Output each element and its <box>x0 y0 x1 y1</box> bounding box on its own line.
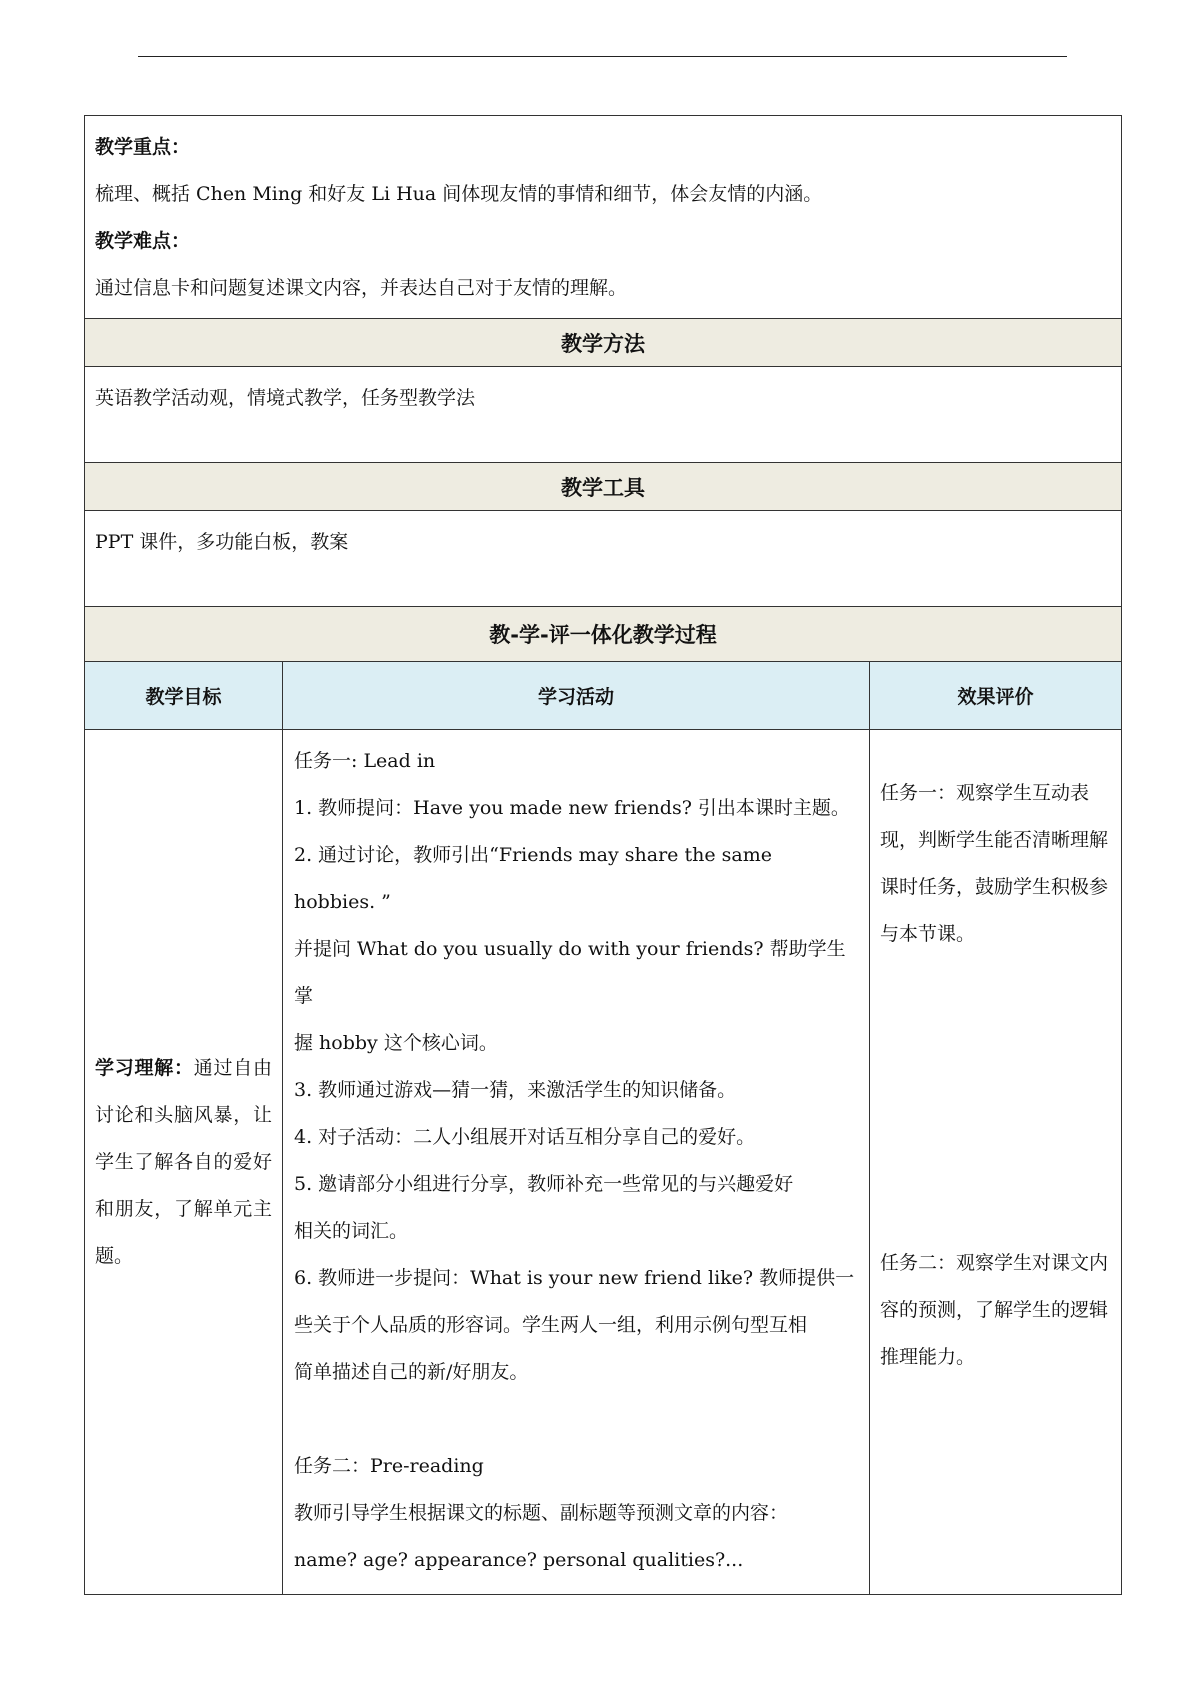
methods-cell <box>85 367 1122 463</box>
methods-header-row <box>85 319 1122 367</box>
activity-cell <box>283 730 870 1595</box>
activity-line: 5. 邀请部分小组进行分享，教师补充一些常见的与兴趣爱好 <box>294 1173 794 1195</box>
tools-cell <box>85 511 1122 607</box>
activity-line: 些关于个人品质的形容词。学生两人一组，利用示例句型互相 <box>294 1314 808 1336</box>
difficult-point-text: 通过信息卡和问题复述课文内容，并表达自己对于友情的理解。 <box>95 277 628 299</box>
key-point-text: 梳理、概括 Chen Ming 和好友 Li Hua 间体现友情的事情和细节，体会友情的内涵。 <box>95 183 823 205</box>
activity-line: 简单描述自己的新/好朋友。 <box>294 1361 529 1383</box>
objective-cell <box>85 730 283 1595</box>
activity-line: 6. 教师进一步提问：What is your new friend like? 教师提供一 <box>294 1267 855 1289</box>
header-objective: 教学目标 <box>85 662 283 730</box>
activity-line: 2. 通过讨论，教师引出“Friends may share the same hobbies. ” <box>294 844 772 913</box>
header-activity: 学习活动 <box>283 662 870 730</box>
process-header-row <box>85 607 1122 662</box>
activity-line: 握 hobby 这个核心词。 <box>294 1032 498 1054</box>
activity2-line: 教师引导学生根据课文的标题、副标题等预测文章的内容： <box>294 1502 789 1524</box>
tools-text: PPT 课件，多功能白板，教案 <box>95 531 349 553</box>
activity-line: 任务一: Lead in <box>294 750 436 772</box>
objective-label: 学习理解： <box>95 1056 194 1079</box>
activity-line: 并提问 What do you usually do with your friends? 帮助学生掌 <box>294 938 846 1007</box>
tools-title: 教学工具 <box>85 463 1122 511</box>
objective-text: 通过自由讨论和头脑风暴，让学生了解各自的爱好和朋友，了解单元主题。 <box>95 1056 272 1267</box>
evaluation-cell <box>870 730 1122 1595</box>
process-title: 教-学-评一体化教学过程 <box>85 607 1122 662</box>
header-evaluation: 效果评价 <box>870 662 1122 730</box>
header-rule <box>138 56 1067 57</box>
activity-line: 3. 教师通过游戏—猜一猜，来激活学生的知识储备。 <box>294 1079 737 1101</box>
activity-line: 1. 教师提问：Have you made new friends? 引出本课时主题。 <box>294 797 850 819</box>
evaluation-task2: 任务二：观察学生对课文内容的预测，了解学生的逻辑推理能力。 <box>880 1252 1109 1368</box>
lesson-plan-table <box>84 115 1122 1595</box>
activity2-line: 任务二：Pre-reading <box>294 1455 484 1477</box>
difficult-point-label: 教学难点： <box>95 230 191 252</box>
methods-title: 教学方法 <box>85 319 1122 367</box>
methods-text: 英语教学活动观，情境式教学，任务型教学法 <box>95 387 476 409</box>
evaluation-task1: 任务一：观察学生互动表现，判断学生能否清晰理解课时任务，鼓励学生积极参与本节课。 <box>880 782 1109 945</box>
methods-row <box>85 367 1122 463</box>
tools-header-row <box>85 463 1122 511</box>
activity-line: 4. 对子活动：二人小组展开对话互相分享自己的爱好。 <box>294 1126 756 1148</box>
focus-row <box>85 116 1122 319</box>
process-row <box>85 730 1122 1595</box>
process-column-headers <box>85 662 1122 730</box>
key-point-label: 教学重点： <box>95 136 191 158</box>
tools-row <box>85 511 1122 607</box>
activity-line: 相关的词汇。 <box>294 1220 409 1242</box>
activity2-line: name? age? appearance? personal qualities?... <box>294 1549 744 1571</box>
focus-cell <box>85 116 1122 319</box>
